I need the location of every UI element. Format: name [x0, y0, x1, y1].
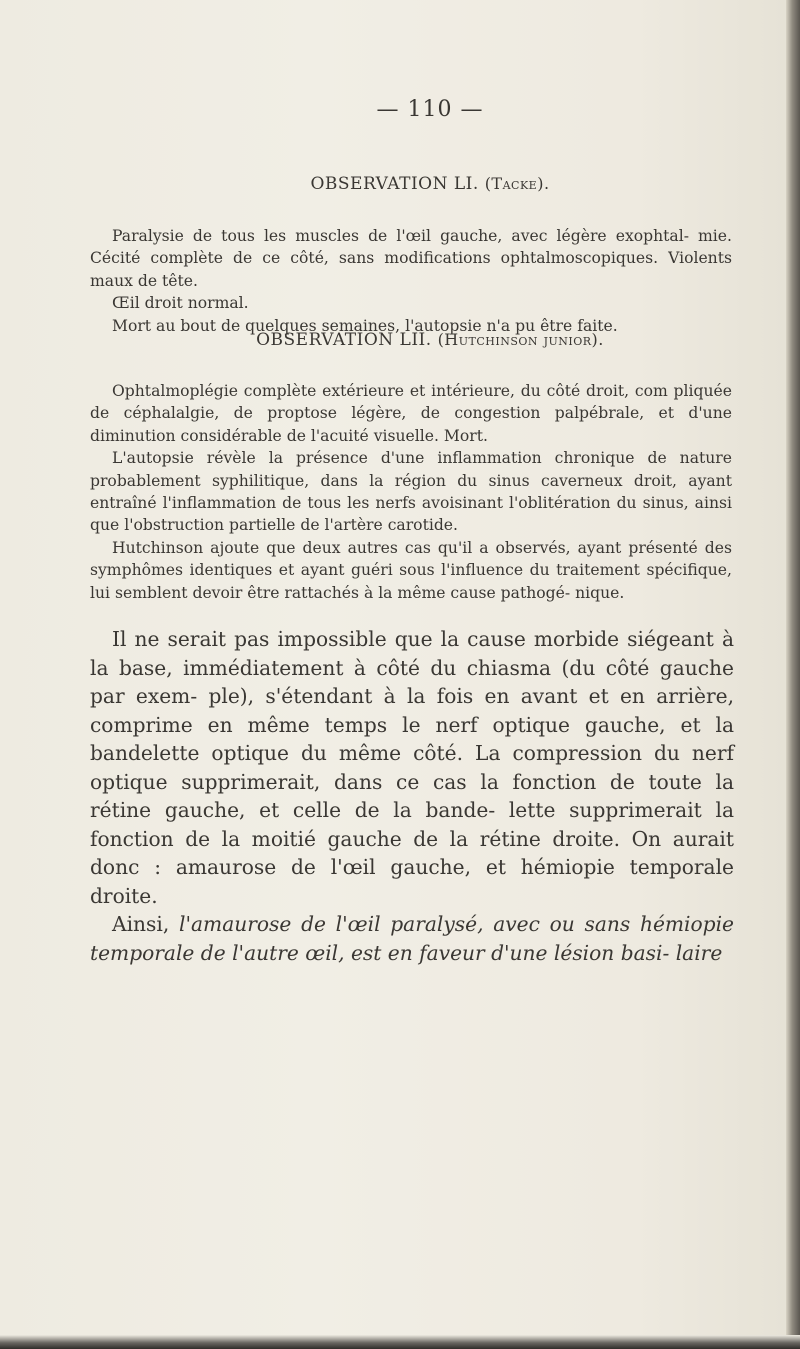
main-paragraph-2-italic: l'amaurose de l'œil paralysé, avec ou sans hémiopie temporale de l'autre œil, est en faveur d'une lésion basi- laire — [90, 912, 734, 965]
observation-51-title: OBSERVATION LI. — [310, 174, 479, 194]
observation-51-body — [90, 225, 732, 337]
observation-51-author: (Tacke). — [484, 174, 550, 193]
observation-51-paragraph: Œil droit normal. — [112, 294, 249, 313]
main-paragraph-1: Il ne serait pas impossible que la cause morbide siégeant à la base, immédiatement à côté du chiasma (du côté gauche par exem- ple), s'étendant à la fois en avant et en arrière, comprime en même temps le nerf optique gauche, et la bandelette optique du même côté. La compression du nerf optique supprimerait, dans ce cas la fonction de toute la rétine gauche, et celle de la bande- lette supprimerait la fonction de la moitié gauche de la rétine droite. On aurait donc : amaurose de l'œil gauche, et hémiopie temporale droite. — [90, 627, 734, 908]
main-paragraph-2 — [90, 910, 734, 967]
observation-52-paragraph: Hutchinson ajoute que deux autres cas qu'il a observés, ayant présenté des symphômes identiques et ayant guéri sous l'influence du traitement spécifique, lui semblent devoir être rattachés à la même cause pathogé- nique. — [90, 538, 732, 602]
main-paragraph-2-lead: Ainsi, — [112, 912, 170, 936]
observation-51-paragraph: Mort au bout de quelques semaines, l'autopsie n'a pu être faite. — [112, 316, 618, 335]
observation-52-heading — [0, 330, 800, 350]
observation-52-paragraph: Ophtalmoplégie complète extérieure et intérieure, du côté droit, com pliquée de céphalalgie, de proptose légère, de congestion palpébrale, et d'une diminution considérable de l'acuité visuelle. Mort. — [90, 382, 732, 445]
observation-51-heading — [0, 174, 800, 194]
main-text — [90, 625, 734, 967]
observation-51-paragraph: Paralysie de tous les muscles de l'œil gauche, avec légère exophtal- mie. Cécité complète de ce côté, sans modifications ophtalmoscopiques. Violents maux de tête. — [90, 227, 732, 290]
observation-52-title: OBSERVATION LII. — [256, 330, 432, 350]
page-bottom-edge — [0, 1335, 800, 1349]
observation-52-body — [90, 380, 732, 604]
page-edge-shadow — [786, 0, 800, 1349]
observation-52-paragraph: L'autopsie révèle la présence d'une inflammation chronique de nature probablement syphilitique, dans la région du sinus caverneux droit, ayant entraîné l'inflammation de tous les nerfs avoisinant l'oblitération du sinus, ainsi que l'obstruction partielle de l'artère carotide. — [90, 449, 732, 535]
page-number: — 110 — — [376, 97, 484, 122]
observation-52-author: (Hutchinson junior). — [437, 330, 604, 349]
